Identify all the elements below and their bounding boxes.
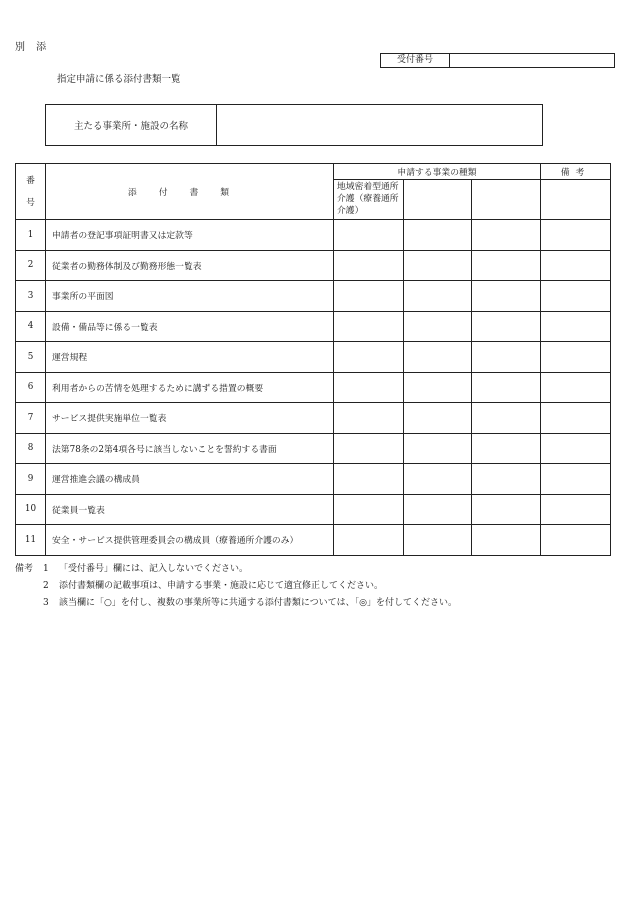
receipt-number-field[interactable] (450, 54, 614, 67)
notes-label: 備考 (15, 564, 34, 574)
row-document: 従業員一覧表 (46, 494, 334, 525)
header-number (16, 164, 46, 220)
note-number: 3 (43, 598, 49, 608)
service-type-3[interactable] (472, 180, 541, 220)
remarks-cell[interactable] (541, 311, 611, 342)
check-cell[interactable] (404, 311, 472, 342)
table-row (16, 311, 611, 342)
check-cell[interactable] (334, 403, 404, 434)
check-cell[interactable] (472, 311, 541, 342)
receipt-number-label: 受付番号 (381, 54, 450, 67)
check-cell[interactable] (334, 311, 404, 342)
facility-name-field[interactable] (217, 105, 542, 145)
check-cell[interactable] (472, 525, 541, 556)
check-cell[interactable] (404, 372, 472, 403)
row-document: 利用者からの苦情を処理するために講ずる措置の概要 (46, 372, 334, 403)
check-cell[interactable] (334, 372, 404, 403)
remarks-cell[interactable] (541, 220, 611, 251)
annex-label: 別 添 (15, 42, 51, 53)
remarks-cell[interactable] (541, 525, 611, 556)
remarks-cell[interactable] (541, 464, 611, 495)
note-number: 1 (43, 564, 49, 574)
header-service-kind: 申請する事業の種類 (334, 164, 541, 180)
check-cell[interactable] (334, 464, 404, 495)
table-row (16, 372, 611, 403)
service-type-2[interactable] (404, 180, 472, 220)
check-cell[interactable] (472, 494, 541, 525)
header-remarks: 備考 (541, 164, 611, 180)
notes-section (15, 561, 457, 612)
table-row (16, 220, 611, 251)
check-cell[interactable] (472, 372, 541, 403)
table-row (16, 525, 611, 556)
table-row (16, 433, 611, 464)
check-cell[interactable] (334, 525, 404, 556)
check-cell[interactable] (334, 281, 404, 312)
check-cell[interactable] (404, 494, 472, 525)
check-cell[interactable] (334, 342, 404, 373)
receipt-number-box (380, 53, 615, 68)
check-cell[interactable] (472, 342, 541, 373)
remarks-header-cell[interactable] (541, 180, 611, 220)
check-cell[interactable] (472, 464, 541, 495)
row-document: 法第78条の2第4項各号に該当しないことを誓約する書面 (46, 433, 334, 464)
row-number: 9 (16, 464, 46, 495)
check-cell[interactable] (334, 494, 404, 525)
check-cell[interactable] (404, 525, 472, 556)
check-cell[interactable] (404, 342, 472, 373)
table-row (16, 464, 611, 495)
row-number: 3 (16, 281, 46, 312)
check-cell[interactable] (404, 403, 472, 434)
remarks-cell[interactable] (541, 433, 611, 464)
header-number-bottom: 号 (26, 197, 35, 208)
check-cell[interactable] (472, 281, 541, 312)
note-line (15, 578, 457, 595)
remarks-cell[interactable] (541, 281, 611, 312)
note-line (15, 561, 457, 578)
note-number: 2 (43, 581, 49, 591)
note-text: 添付書類欄の記載事項は、申請する事業・施設に応じて適宜修正してください。 (59, 581, 384, 591)
row-number: 1 (16, 220, 46, 251)
row-number: 2 (16, 250, 46, 281)
check-cell[interactable] (334, 250, 404, 281)
remarks-cell[interactable] (541, 494, 611, 525)
row-document: 運営規程 (46, 342, 334, 373)
row-number: 11 (16, 525, 46, 556)
table-row (16, 250, 611, 281)
row-document: 事業所の平面図 (46, 281, 334, 312)
check-cell[interactable] (472, 403, 541, 434)
check-cell[interactable] (472, 220, 541, 251)
row-document: 安全・サービス提供管理委員会の構成員（療養通所介護のみ） (46, 525, 334, 556)
check-cell[interactable] (404, 250, 472, 281)
header-documents: 添付書類 (46, 164, 334, 220)
note-text: 「受付番号」欄には、記入しないでください。 (59, 564, 249, 574)
check-cell[interactable] (334, 220, 404, 251)
row-document: サービス提供実施単位一覧表 (46, 403, 334, 434)
row-number: 4 (16, 311, 46, 342)
table-row (16, 281, 611, 312)
check-cell[interactable] (404, 281, 472, 312)
table-row (16, 494, 611, 525)
check-cell[interactable] (404, 464, 472, 495)
check-cell[interactable] (472, 250, 541, 281)
row-number: 5 (16, 342, 46, 373)
service-type-1[interactable]: 地域密着型通所介護（療養通所介護） (334, 180, 404, 220)
table-row (16, 403, 611, 434)
row-number: 8 (16, 433, 46, 464)
note-text: 該当欄に「○」を付し、複数の事業所等に共通する添付書類については、「◎」を付してください。 (59, 598, 458, 608)
attachments-table (15, 163, 611, 556)
row-document: 従業者の勤務体制及び勤務形態一覧表 (46, 250, 334, 281)
remarks-cell[interactable] (541, 403, 611, 434)
remarks-cell[interactable] (541, 342, 611, 373)
remarks-cell[interactable] (541, 372, 611, 403)
check-cell[interactable] (404, 220, 472, 251)
header-number-top: 番 (26, 175, 35, 186)
check-cell[interactable] (404, 433, 472, 464)
check-cell[interactable] (472, 433, 541, 464)
document-title: 指定申請に係る添付書類一覧 (57, 74, 181, 85)
row-number: 7 (16, 403, 46, 434)
check-cell[interactable] (334, 433, 404, 464)
row-document: 運営推進会議の構成員 (46, 464, 334, 495)
table-row (16, 342, 611, 373)
remarks-cell[interactable] (541, 250, 611, 281)
facility-name-box (45, 104, 543, 146)
row-number: 6 (16, 372, 46, 403)
row-document: 申請者の登記事項証明書又は定款等 (46, 220, 334, 251)
row-document: 設備・備品等に係る一覧表 (46, 311, 334, 342)
facility-name-label: 主たる事業所・施設の名称 (46, 105, 217, 145)
note-line (15, 595, 457, 612)
row-number: 10 (16, 494, 46, 525)
